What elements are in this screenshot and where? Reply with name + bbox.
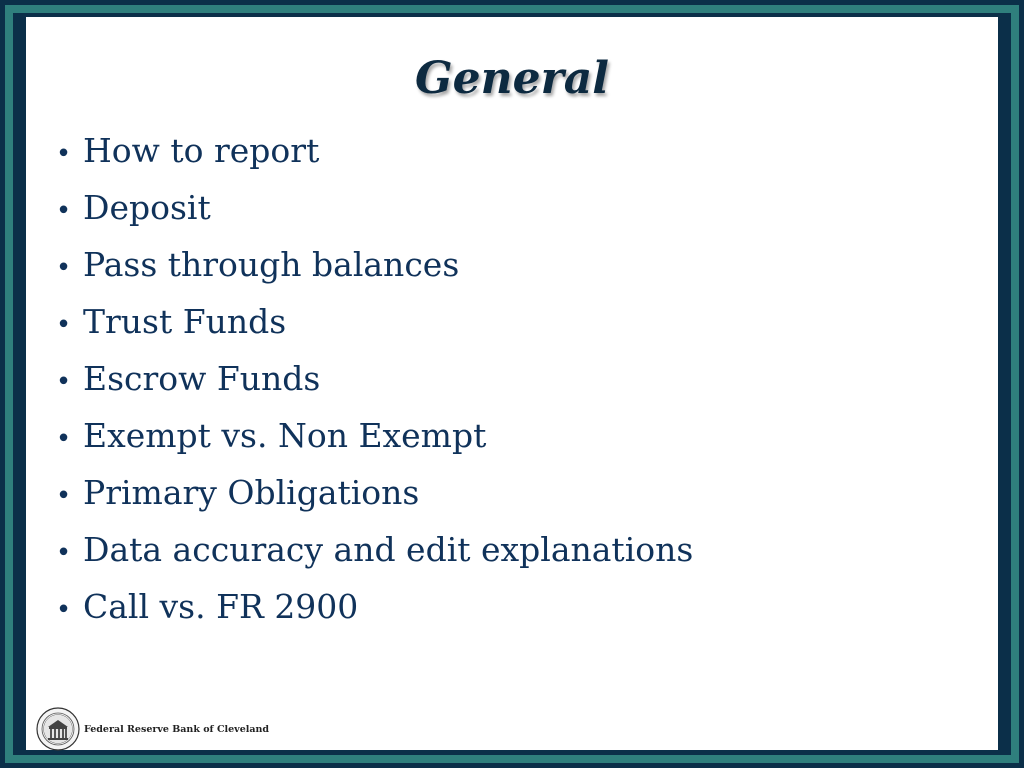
bullet-item bbox=[44, 131, 693, 188]
footer-organization-name: Federal Reserve Bank of Cleveland bbox=[84, 723, 270, 735]
bullet-icon: • bbox=[55, 481, 72, 511]
slide-title: General bbox=[415, 53, 609, 104]
slide-content-area bbox=[26, 17, 998, 750]
bullet-text: How to report bbox=[83, 131, 320, 170]
bullet-text: Escrow Funds bbox=[83, 359, 321, 398]
bullet-icon: • bbox=[55, 595, 72, 625]
bullet-text: Call vs. FR 2900 bbox=[83, 587, 359, 626]
bullet-item bbox=[44, 359, 693, 416]
bullet-icon: • bbox=[55, 367, 72, 397]
bullet-icon: • bbox=[55, 253, 72, 283]
bullet-text: Trust Funds bbox=[83, 302, 287, 341]
bullet-icon: • bbox=[55, 139, 72, 169]
bullet-icon: • bbox=[55, 538, 72, 568]
footer-logo bbox=[36, 707, 269, 751]
bullet-text: Exempt vs. Non Exempt bbox=[83, 416, 487, 455]
bullet-item bbox=[44, 530, 693, 587]
bullet-text: Data accuracy and edit explanations bbox=[83, 530, 694, 569]
bullet-list bbox=[44, 131, 693, 644]
bullet-item bbox=[44, 587, 693, 644]
bullet-item bbox=[44, 302, 693, 359]
bullet-text: Primary Obligations bbox=[83, 473, 420, 512]
federal-reserve-seal-icon bbox=[36, 707, 80, 751]
bullet-text: Pass through balances bbox=[83, 245, 460, 284]
bullet-icon: • bbox=[55, 310, 72, 340]
bullet-icon: • bbox=[55, 196, 72, 226]
bullet-icon: • bbox=[55, 424, 72, 454]
bullet-item bbox=[44, 473, 693, 530]
bullet-item bbox=[44, 245, 693, 302]
bullet-item bbox=[44, 188, 693, 245]
bullet-text: Deposit bbox=[83, 188, 211, 227]
bullet-item bbox=[44, 416, 693, 473]
